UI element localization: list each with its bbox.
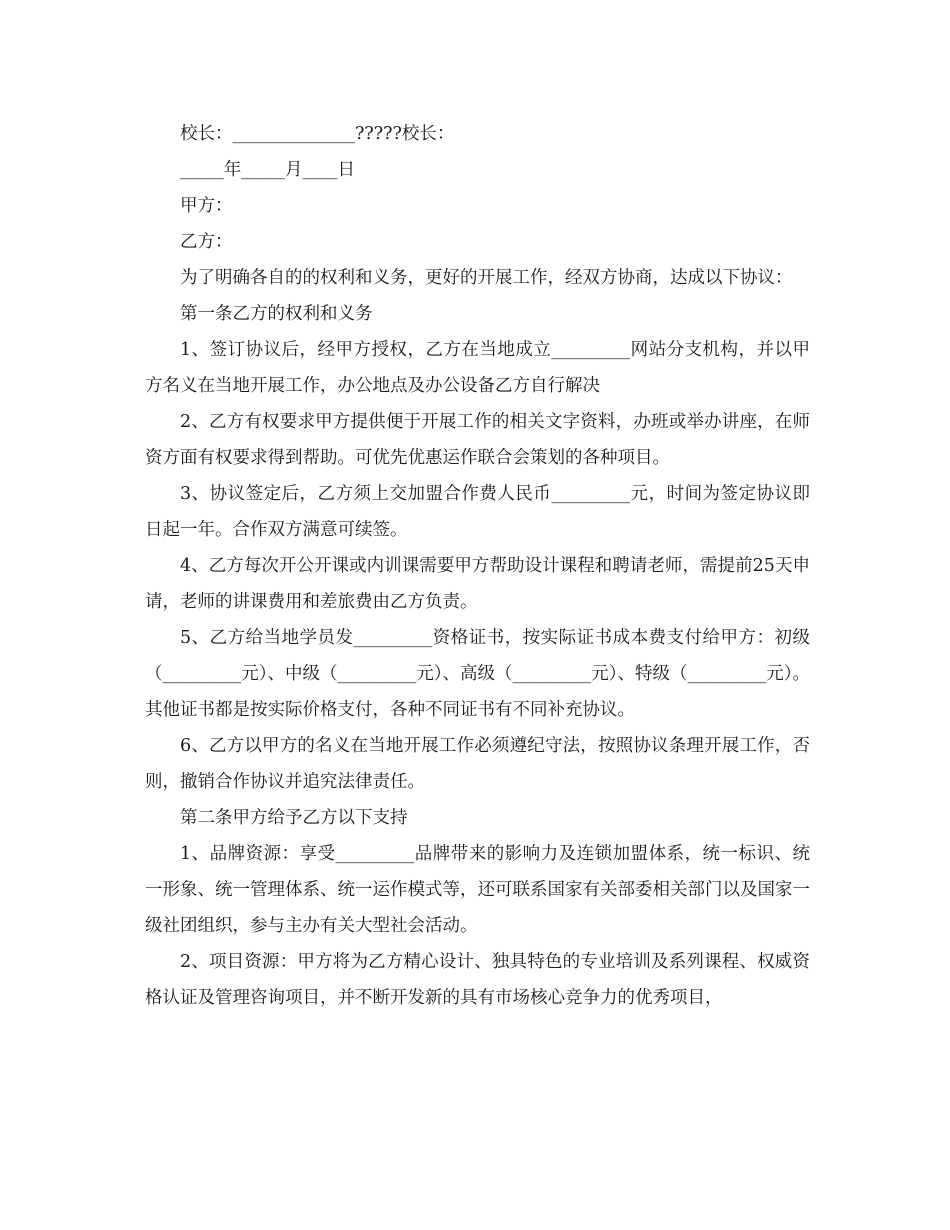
article-1-clause-3: 3、协议签定后，乙方须上交加盟合作费人民币_________元，时间为签定协议即日起一年。合作双方满意可续签。	[145, 484, 810, 540]
party-b-line: 乙方：	[180, 232, 233, 252]
document-page	[145, 116, 810, 1016]
article-1-heading: 第一条乙方的权利和义务	[180, 304, 373, 324]
article-2-clause-2: 2、项目资源：甲方将为乙方精心设计、独具特色的专业培训及系列课程、权威资格认证及管理咨询项目，并不断开发新的具有市场核心竞争力的优秀项目，	[145, 952, 810, 1008]
article-2-heading: 第二条甲方给予乙方以下支持	[180, 808, 408, 828]
article-1-clause-6: 6、乙方以甲方的名义在当地开展工作必须遵纪守法，按照协议条理开展工作，否则，撤销合作协议并追究法律责任。	[145, 736, 810, 792]
signature-line-principals: 校长：______________?????校长：	[180, 124, 455, 144]
date-line: _____年_____月____日	[180, 160, 355, 180]
article-1-clause-1: 1、签订协议后，经甲方授权，乙方在当地成立_________网站分支机构，并以甲方名义在当地开展工作，办公地点及办公设备乙方自行解决	[145, 340, 810, 396]
article-1-clause-2: 2、乙方有权要求甲方提供便于开展工作的相关文字资料，办班或举办讲座，在师资方面有权要求得到帮助。可优先优惠运作联合会策划的各种项目。	[145, 412, 810, 468]
article-1-clause-4: 4、乙方每次开公开课或内训课需要甲方帮助设计课程和聘请老师，需提前25天申请，老师的讲课费用和差旅费由乙方负责。	[145, 556, 810, 612]
party-a-line: 甲方：	[180, 196, 233, 216]
article-2-clause-1: 1、品牌资源：享受_________品牌带来的影响力及连锁加盟体系，统一标识、统一形象、统一管理体系、统一运作模式等，还可联系国家有关部委相关部门以及国家一级社团组织，参与主办有关大型社会活动。	[145, 844, 810, 936]
preamble-paragraph: 为了明确各自的的权利和义务，更好的开展工作，经双方协商，达成以下协议：	[180, 268, 793, 288]
article-1-clause-5: 5、乙方给当地学员发_________资格证书，按实际证书成本费支付给甲方：初级（_________元）、中级（_________元）、高级（_________元）、特级（_________元）。其他证书都是按实际价格支付，各种不同证书有不同补充协议。	[145, 628, 810, 720]
